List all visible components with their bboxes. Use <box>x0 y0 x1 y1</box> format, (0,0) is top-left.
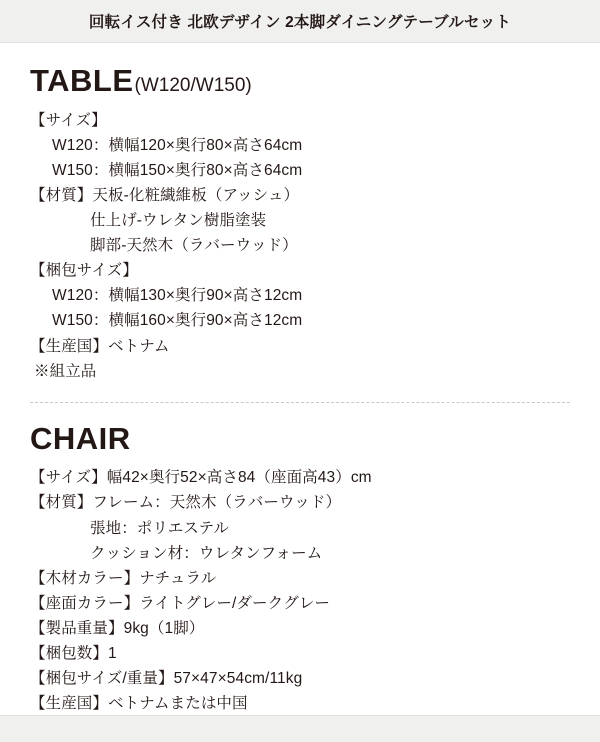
section-title-main: TABLE <box>30 63 134 98</box>
section-table <box>0 43 600 384</box>
spec-list-chair <box>30 465 570 741</box>
spec-line: W120：横幅120×奥行80×高さ64cm <box>52 136 303 154</box>
spec-line: W150：横幅160×奥行90×高さ12cm <box>52 312 303 330</box>
spec-line: 【座面カラー】ライトグレー/ダークグレー <box>30 594 331 612</box>
spec-line: 【材質】フレーム：天然木（ラバーウッド） <box>30 494 342 512</box>
footer-band <box>0 715 600 742</box>
spec-line: 【材質】天板-化粧繊維板（アッシュ） <box>30 186 300 204</box>
section-title-main: CHAIR <box>30 420 131 456</box>
spec-line: 【サイズ】幅42×奥行52×高さ84（座面高43）cm <box>30 469 372 487</box>
spec-line: クッション材：ウレタンフォーム <box>90 544 323 562</box>
spec-line: 【生産国】ベトナムまたは中国 <box>30 695 248 713</box>
section-title-chair <box>30 420 570 456</box>
spec-line: 【梱包サイズ/重量】57×47×54cm/11kg <box>30 670 303 688</box>
spec-line: 張地：ポリエステル <box>90 519 230 537</box>
spec-line: 【木材カラー】ナチュラル <box>30 569 217 587</box>
section-title-sub: (W120/W150) <box>134 75 252 96</box>
spec-line: 【梱包サイズ】 <box>30 262 138 280</box>
spec-line: W120：横幅130×奥行90×高さ12cm <box>52 287 303 305</box>
spec-line: 【製品重量】9kg（1脚） <box>30 619 205 637</box>
spec-list-table <box>30 108 570 384</box>
spec-line: W150：横幅150×奥行80×高さ64cm <box>52 161 303 179</box>
spec-line: 脚部-天然木（ラバーウッド） <box>90 237 298 255</box>
page-title: 回転イス付き 北欧デザイン 2本脚ダイニングテーブルセット <box>88 14 512 31</box>
spec-line: 【梱包数】1 <box>30 645 117 663</box>
header-band <box>0 0 600 43</box>
spec-note: ※組立品 <box>34 362 97 380</box>
section-chair <box>0 403 600 742</box>
spec-line: 【生産国】ベトナム <box>30 337 170 355</box>
spec-line: 仕上げ-ウレタン樹脂塗装 <box>90 211 267 229</box>
section-title-table <box>30 65 570 98</box>
spec-line: 【サイズ】 <box>30 111 107 129</box>
